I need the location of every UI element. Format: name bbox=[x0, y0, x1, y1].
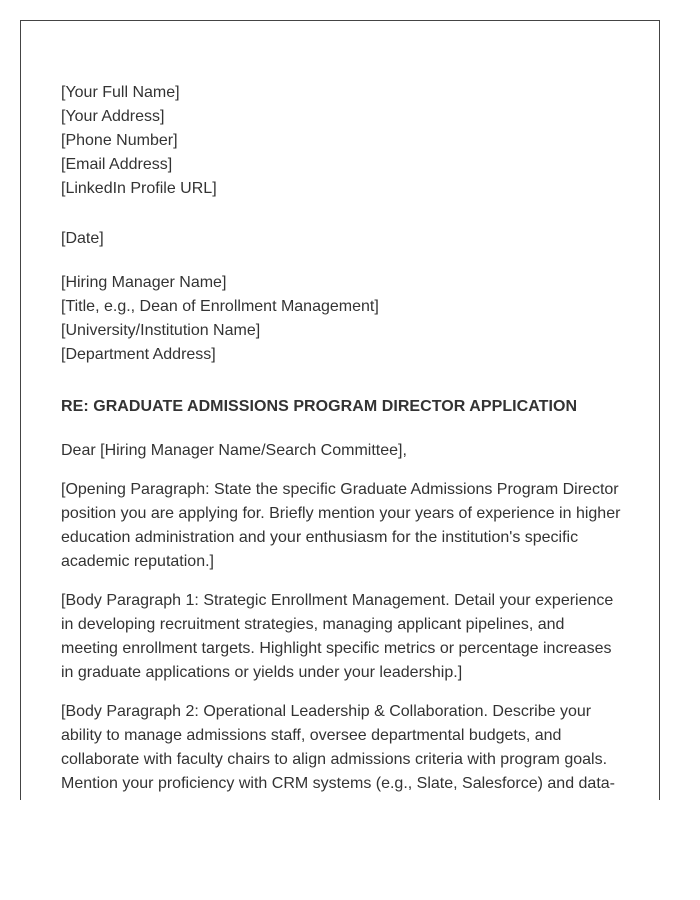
paragraph-line: position you are applying for. Briefly mention your years of experience in higher bbox=[61, 505, 621, 522]
paragraph-body-1 bbox=[61, 589, 625, 685]
paragraph-opening bbox=[61, 478, 625, 574]
paragraph-line: [Opening Paragraph: State the specific Graduate Admissions Program Director bbox=[61, 481, 619, 498]
paragraph-line: in developing recruitment strategies, managing applicant pipelines, and bbox=[61, 616, 565, 633]
paragraph-line: education administration and your enthusiasm for the institution's specific bbox=[61, 529, 579, 546]
recipient-title: [Title, e.g., Dean of Enrollment Management] bbox=[61, 298, 379, 315]
salutation-text: Dear [Hiring Manager Name/Search Committee], bbox=[61, 442, 407, 459]
paragraph-line: [Body Paragraph 1: Strategic Enrollment Management. Detail your experience bbox=[61, 592, 614, 609]
salutation bbox=[61, 439, 625, 463]
sender-linkedin: [LinkedIn Profile URL] bbox=[61, 180, 217, 197]
paragraph-line: in graduate applications or yields under your leadership.] bbox=[61, 664, 463, 681]
sender-email: [Email Address] bbox=[61, 156, 173, 173]
letter-date: [Date] bbox=[61, 230, 104, 247]
sender-address: [Your Address] bbox=[61, 108, 165, 125]
paragraph-line: meeting enrollment targets. Highlight specific metrics or percentage increases bbox=[61, 640, 612, 657]
sender-name: [Your Full Name] bbox=[61, 84, 180, 101]
letter-page bbox=[20, 20, 660, 800]
paragraph-line: ability to manage admissions staff, oversee departmental budgets, and bbox=[61, 727, 562, 744]
paragraph-line: collaborate with faculty chairs to align admissions criteria with program goals. bbox=[61, 751, 608, 768]
subject-line bbox=[61, 395, 625, 419]
paragraph-line: Mention your proficiency with CRM systems (e.g., Slate, Salesforce) and data- bbox=[61, 775, 615, 792]
date-block bbox=[61, 227, 625, 251]
sender-block bbox=[61, 81, 625, 201]
subject-text: RE: GRADUATE ADMISSIONS PROGRAM DIRECTOR APPLICATION bbox=[61, 398, 578, 415]
recipient-name: [Hiring Manager Name] bbox=[61, 274, 227, 291]
recipient-block bbox=[61, 271, 625, 367]
recipient-address: [Department Address] bbox=[61, 346, 216, 363]
recipient-institution: [University/Institution Name] bbox=[61, 322, 261, 339]
letter-content bbox=[61, 81, 625, 796]
paragraph-line: [Body Paragraph 2: Operational Leadership & Collaboration. Describe your bbox=[61, 703, 592, 720]
paragraph-line: academic reputation.] bbox=[61, 553, 214, 570]
paragraph-body-2 bbox=[61, 700, 625, 796]
sender-phone: [Phone Number] bbox=[61, 132, 178, 149]
